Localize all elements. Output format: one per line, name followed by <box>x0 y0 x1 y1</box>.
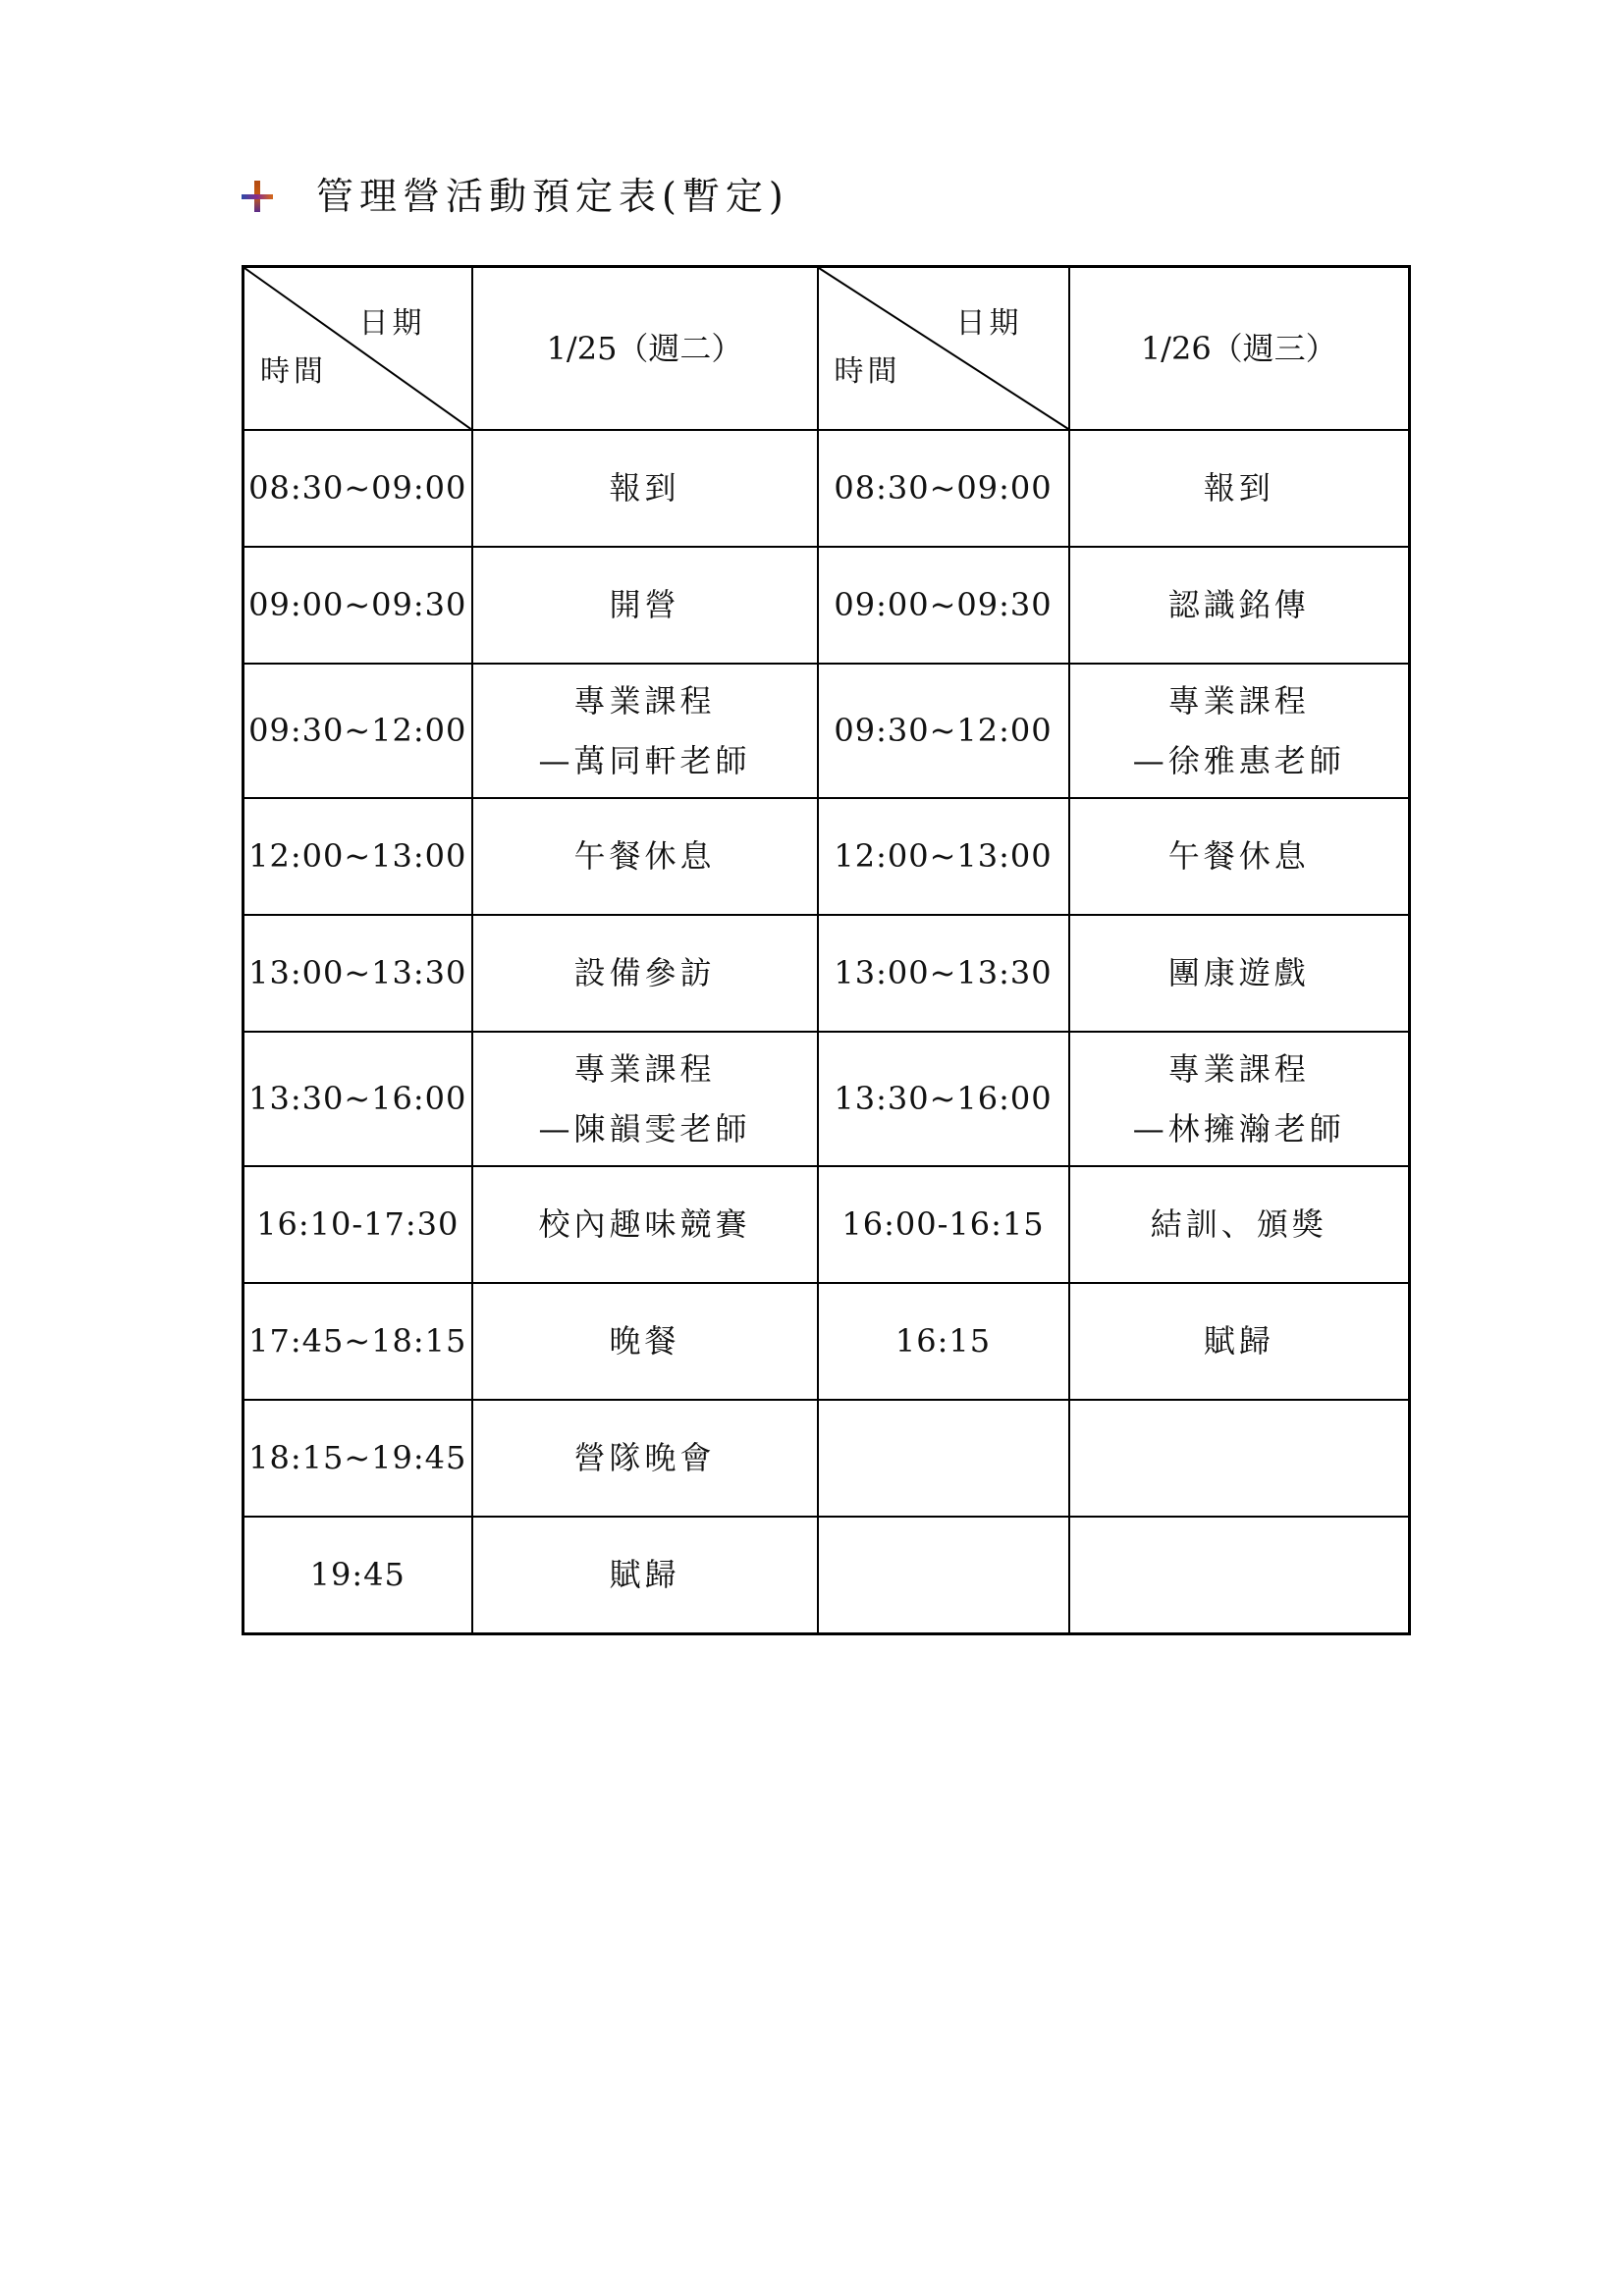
time-value: 13:00~13:30 <box>834 954 1053 992</box>
activity-text: 午餐休息 <box>573 837 716 876</box>
activity-text: 設備參訪 <box>573 954 716 992</box>
day1-activity-cell <box>472 1400 818 1517</box>
day2-time-cell <box>818 547 1069 664</box>
day2-time-cell <box>818 1517 1069 1634</box>
table-row <box>244 1517 1410 1634</box>
day1-activity-cell <box>472 664 818 798</box>
table-row <box>244 1400 1410 1517</box>
time-value: 13:30~16:00 <box>248 1080 467 1118</box>
day2-time-cell <box>818 430 1069 547</box>
schedule-table <box>242 265 1411 1635</box>
page-heading <box>240 169 789 224</box>
activity-text: 專業課程 <box>1167 1049 1310 1088</box>
activity-text: 認識銘傳 <box>1167 586 1310 624</box>
activity-text: 專業課程 <box>1167 681 1310 720</box>
day1-time-cell <box>244 1400 472 1517</box>
date-label: 日期 <box>955 306 1023 341</box>
activity-text: 午餐休息 <box>1167 837 1310 876</box>
activity-text: 專業課程 <box>573 681 716 720</box>
activity-text: 結訓、頒獎 <box>1150 1205 1327 1244</box>
activity-text: —陳韻雯老師 <box>538 1109 751 1148</box>
activity-text: 營隊晚會 <box>573 1439 716 1477</box>
time-value: 16:10-17:30 <box>256 1205 460 1244</box>
date-label: 日期 <box>358 306 426 341</box>
day2-activity-cell <box>1069 1166 1410 1283</box>
day2-time-cell <box>818 664 1069 798</box>
day1-activity-cell <box>472 1283 818 1400</box>
day2-activity-cell <box>1069 430 1410 547</box>
day2-activity-cell <box>1069 1032 1410 1166</box>
activity-text: 報到 <box>1203 469 1274 507</box>
day1-time-cell <box>244 1032 472 1166</box>
day1-time-cell <box>244 664 472 798</box>
day1-time-cell <box>244 547 472 664</box>
day2-activity-cell <box>1069 1400 1410 1517</box>
day2-activity-cell <box>1069 1283 1410 1400</box>
day1-activity-cell <box>472 1166 818 1283</box>
day2-time-cell <box>818 915 1069 1032</box>
table-row <box>244 430 1410 547</box>
diagonal-header-cell-day1 <box>244 267 472 431</box>
day2-activity-cell <box>1069 915 1410 1032</box>
day2-header: 1/26（週三） <box>1069 267 1410 431</box>
day1-time-cell <box>244 1283 472 1400</box>
day1-time-cell <box>244 1166 472 1283</box>
day2-time-cell <box>818 1166 1069 1283</box>
table-row <box>244 798 1410 915</box>
time-value: 18:15~19:45 <box>248 1439 467 1477</box>
time-value: 13:00~13:30 <box>248 954 467 992</box>
activity-text: 晚餐 <box>609 1322 680 1361</box>
day2-time-cell <box>818 1400 1069 1517</box>
time-value: 08:30~09:00 <box>834 469 1053 507</box>
activity-text: 報到 <box>609 469 680 507</box>
diagonal-header-cell-day2 <box>818 267 1069 431</box>
table-row <box>244 547 1410 664</box>
activity-text: 賦歸 <box>1203 1322 1274 1361</box>
day1-activity-cell <box>472 430 818 547</box>
table-row <box>244 1032 1410 1166</box>
table-row <box>244 664 1410 798</box>
day2-activity-cell <box>1069 1517 1410 1634</box>
day2-activity-cell <box>1069 664 1410 798</box>
activity-text: 賦歸 <box>609 1556 680 1594</box>
activity-text: 專業課程 <box>573 1049 716 1088</box>
activity-text: 校內趣味競賽 <box>538 1205 751 1244</box>
activity-text: —林擁瀚老師 <box>1132 1109 1345 1148</box>
time-label: 時間 <box>260 354 327 389</box>
day1-time-cell <box>244 915 472 1032</box>
table-header-row <box>244 267 1410 431</box>
day2-time-cell <box>818 1283 1069 1400</box>
day1-activity-cell <box>472 1517 818 1634</box>
day1-time-cell <box>244 798 472 915</box>
table-row <box>244 1166 1410 1283</box>
day1-header: 1/25（週二） <box>472 267 818 431</box>
day2-time-cell <box>818 798 1069 915</box>
day1-activity-cell <box>472 547 818 664</box>
time-value: 08:30~09:00 <box>248 469 467 507</box>
day2-activity-cell <box>1069 798 1410 915</box>
time-value: 13:30~16:00 <box>834 1080 1053 1118</box>
table-row <box>244 1283 1410 1400</box>
activity-text: 開營 <box>609 586 680 624</box>
time-value: 19:45 <box>309 1556 406 1594</box>
page-title: 管理營活動預定表(暫定) <box>316 175 789 218</box>
time-value: 12:00~13:00 <box>248 837 467 876</box>
cross-bullet-icon <box>240 179 275 214</box>
day1-activity-cell <box>472 1032 818 1166</box>
day2-activity-cell <box>1069 547 1410 664</box>
time-value: 16:00-16:15 <box>841 1205 1045 1244</box>
activity-text: —徐雅惠老師 <box>1132 741 1345 779</box>
day1-time-cell <box>244 1517 472 1634</box>
time-value: 09:00~09:30 <box>248 586 467 624</box>
time-value: 16:15 <box>894 1322 992 1361</box>
time-label: 時間 <box>834 354 901 389</box>
activity-text: —萬同軒老師 <box>538 741 751 779</box>
time-value: 17:45~18:15 <box>248 1322 467 1361</box>
activity-text: 團康遊戲 <box>1167 954 1310 992</box>
table-row <box>244 915 1410 1032</box>
time-value: 09:30~12:00 <box>248 712 467 750</box>
day1-activity-cell <box>472 798 818 915</box>
time-value: 09:00~09:30 <box>834 586 1053 624</box>
day1-time-cell <box>244 430 472 547</box>
time-value: 09:30~12:00 <box>834 712 1053 750</box>
time-value: 12:00~13:00 <box>834 837 1053 876</box>
day1-activity-cell <box>472 915 818 1032</box>
day2-time-cell <box>818 1032 1069 1166</box>
